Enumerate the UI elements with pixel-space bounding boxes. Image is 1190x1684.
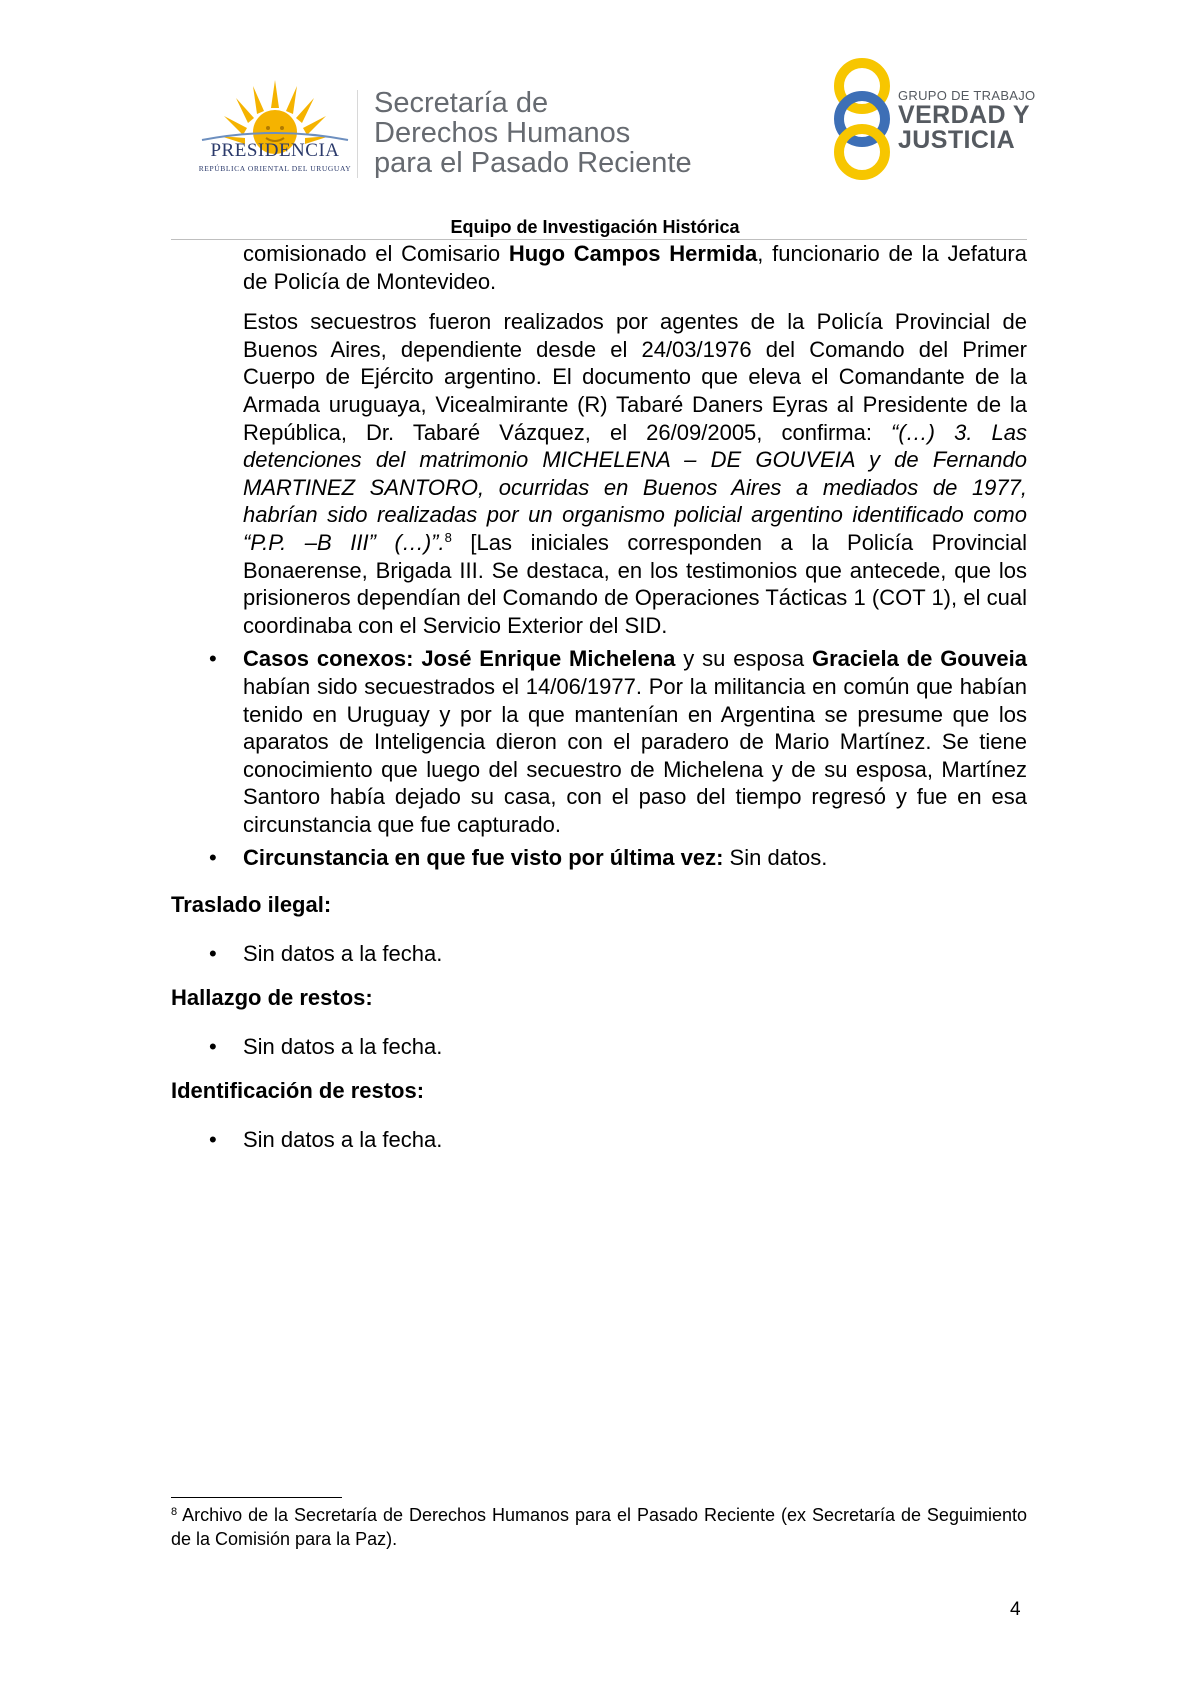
quoted-document: “(…) 3. Las detenciones del matrimonio MICHELENA – DE GOUVEIA y de Fernando MARTINEZ SANTORO, ocurridas en Buenos Aires a mediados de 1977, habrían sido realizadas por un organismo policial argentino identificado como “P.P. –B III” (…)”.	[243, 419, 1027, 555]
bullet-traslado-item: • Sin datos a la fecha.	[171, 940, 1027, 968]
footnote-ref: 8	[444, 529, 452, 545]
bullet-ultima-vez	[171, 844, 1027, 872]
page-number: 4	[1010, 1599, 1021, 1620]
team-heading: Equipo de Investigación Histórica	[450, 217, 740, 237]
name-gouveia: Graciela de Gouveia	[811, 646, 1027, 672]
heading-traslado: Traslado ilegal:	[171, 892, 332, 918]
text-run: habían sido secuestrados el 14/06/1977. Por la militancia en común que habían tenido en Uruguay y por la que mantenían en Argentina se presume que los aparatos de Inteligencia dieron con el paradero de Mario Martínez. Se tiene conocimiento que luego del secuestro de Michelena y de su esposa, Martínez Santoro había dejado su casa, con el paso del tiempo regresó y fue en esa circunstancia que fue capturado.	[243, 673, 1027, 837]
grupo-trabajo-text	[898, 88, 1035, 153]
case-bullets	[171, 645, 1027, 872]
bullet-identificacion-item: • Sin datos a la fecha.	[171, 1126, 1027, 1154]
name-michelena: José Enrique Michelena	[413, 646, 676, 672]
footnote	[171, 1503, 1027, 1551]
header-divider	[357, 90, 358, 178]
secretaria-line-3: para el Pasado Reciente	[374, 147, 692, 179]
grupo-trabajo-small: GRUPO DE TRABAJO	[898, 88, 1036, 103]
text-run: [Las iniciales corresponden a la Policía Provincial Bonaerense, Brigada III. Se destaca, en los testimonios que antecede, que los prisioneros dependían del Comando de Operaciones Tácticas 1 (COT 1), el cual coordinaba con el Servicio Exterior del SID.	[243, 529, 1027, 638]
heading-hallazgo: Hallazgo de restos:	[171, 985, 373, 1011]
name-hugo-campos: Hugo Campos Hermida	[508, 241, 758, 266]
paragraph-secuestros	[243, 308, 1027, 639]
text-run: Sin datos.	[723, 845, 828, 871]
footnote-number: 8	[171, 1506, 178, 1518]
verdad-label: VERDAD Y	[898, 101, 1030, 129]
secretaria-line-1: Secretaría de	[374, 87, 549, 119]
secretaria-line-2: Derechos Humanos	[374, 117, 631, 149]
bullet-hallazgo-item: • Sin datos a la fecha.	[171, 1033, 1027, 1061]
secretaria-title	[374, 88, 692, 178]
document-body	[171, 240, 1027, 1154]
bullet-casos-conexos	[171, 645, 1027, 838]
footnote-text: Archivo de la Secretaría de Derechos Humanos para el Pasado Reciente (ex Secretaría de Seguimiento de la Comisión para la Paz).	[171, 1505, 1027, 1549]
verdad-justicia-rings-logo	[826, 58, 898, 180]
heading-identificacion: Identificación de restos:	[171, 1078, 425, 1104]
bullet-label: Casos conexos:	[243, 646, 414, 672]
footnote-rule	[171, 1497, 342, 1498]
text-run: Estos secuestros fueron realizados por agentes de la Policía Provincial de Buenos Aires, dependiente desde el 24/03/1976 del Comando del Primer Cuerpo de Ejército argentino. El documento que eleva el Comandante de la Armada uruguaya, Vicealmirante (R) Tabaré Daners Eyras al Presidente de la República, Dr. Tabaré Vázquez, el 26/09/2005, confirma:	[243, 309, 1027, 445]
text-run: y su esposa	[675, 646, 812, 672]
text-run: comisionado el Comisario	[243, 241, 509, 266]
bullet-label: Circunstancia en que fue visto por última vez:	[243, 845, 724, 871]
paragraph-campos	[243, 240, 1027, 295]
justicia-label: JUSTICIA	[898, 126, 1016, 154]
presidencia-label: PRESIDENCIA	[210, 140, 340, 161]
text-run: , funcionario de la Jefatura de Policía de Montevideo.	[243, 241, 1027, 294]
presidencia-sublabel: REPÚBLICA ORIENTAL DEL URUGUAY	[198, 164, 352, 173]
